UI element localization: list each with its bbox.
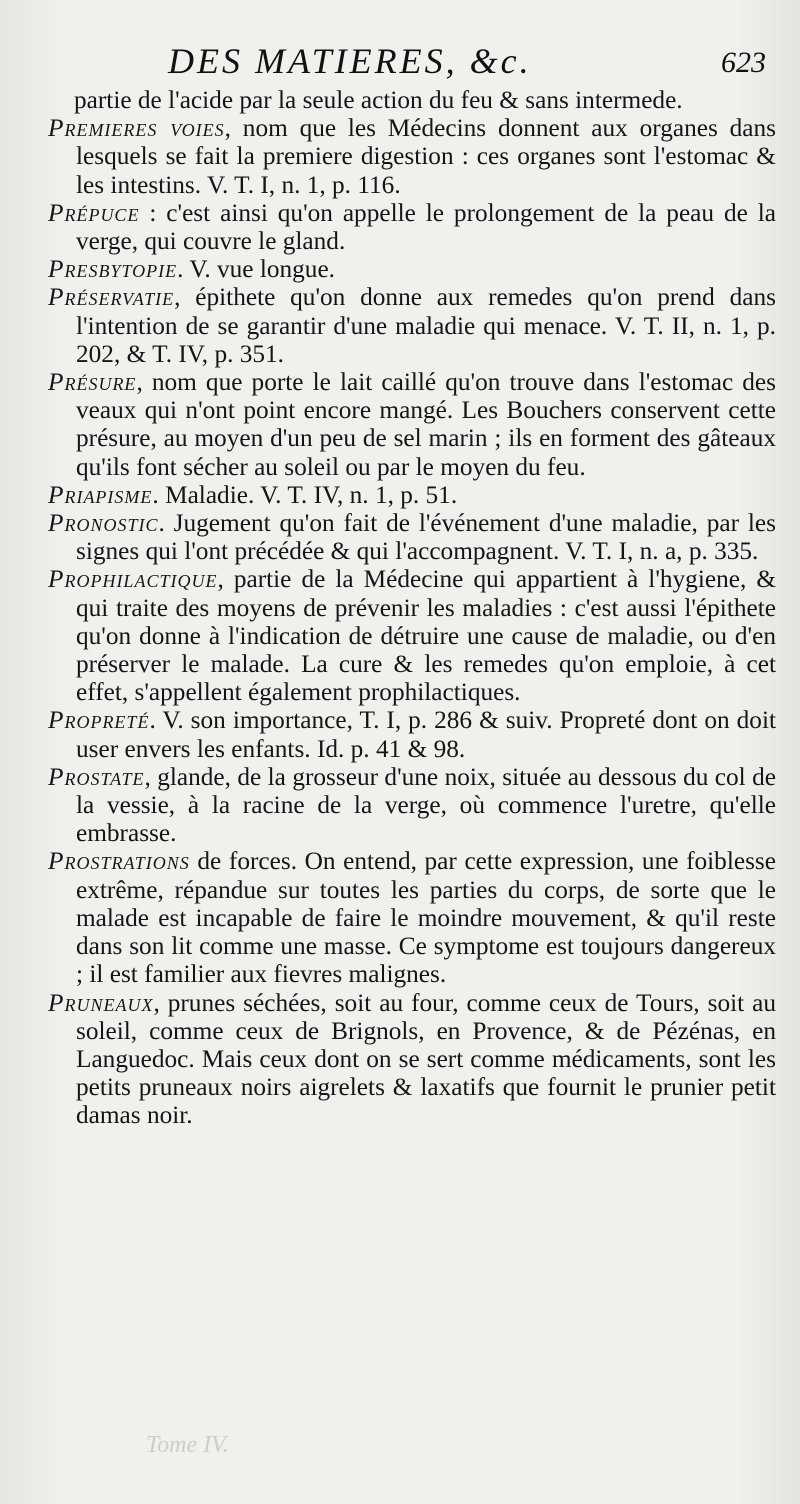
index-entry: Pruneaux, prunes séchées, soit au four, comme ceux de Tours, soit au soleil, comme ceux de Brignols, en Provence, & de Pézénas, en Languedoc. Mais ceux dont on se sert comme médicaments, sont les petits pruneaux noirs aigrelets & laxatifs que fournit le prunier petit damas noir. (48, 988, 776, 1130)
entry-headword: Presbytopie (48, 255, 178, 284)
entry-headword: Prostate (48, 762, 145, 791)
index-entry: Prépuce : c'est ainsi qu'on appelle le prolongement de la peau de la verge, qui couvre le gland. (48, 198, 776, 256)
entry-headword: Pronostic (48, 509, 159, 538)
running-title: DES MATIERES, &c. (168, 41, 532, 81)
index-entry: Prostrations de forces. On entend, par cette expression, une foiblesse extrême, répandue sur toutes les parties du corps, de sorte que le malade est incapable de faire le moindre mouvement, & qu'il reste dans son lit comme une masse. Ce symptome est toujours dangereux ; il est familier aux fievres malignes. (48, 847, 776, 989)
catchword: Tome IV. (146, 1432, 229, 1458)
index-entry: Pronostic. Jugement qu'on fait de l'événement d'une maladie, par les signes qui l'ont précédée & qui l'accompagnent. V. T. I, n. a, p. 335. (48, 509, 776, 566)
entry-headword: Présure (48, 368, 137, 397)
index-entry: Priapisme. Maladie. V. T. IV, n. 1, p. 51. (48, 480, 458, 509)
index-entry: Préservatie, épithete qu'on donne aux remedes qu'on prend dans l'intention de se garantir d'une maladie qui menace. V. T. II, n. 1, p. 202, & T. IV, p. 351. (48, 283, 776, 368)
index-entry: Propreté. V. son importance, T. I, p. 286 & suiv. Propreté dont on doit user envers les enfants. Id. p. 41 & 98. (48, 706, 776, 763)
index-entry: Prostate, glande, de la grosseur d'une noix, située au dessous du col de la vessie, à la racine de la verge, où commence l'uretre, qu'elle embrasse. (48, 762, 776, 848)
index-entry: Prophilactique, partie de la Médecine qui appartient à l'hygiene, & qui traite des moyens de prévenir les maladies : c'est aussi l'épithete qu'on donne à l'indication de détruire une cause de maladie, ou d'en préserver le malade. La cure & les remedes qu'on emploie, à cet effet, s'appellent également prophilactiques. (48, 565, 776, 707)
entry-headword: Prépuce (48, 198, 140, 227)
running-header (160, 40, 772, 90)
entry-headword: Prostrations (48, 847, 190, 876)
index-entry: partie de l'acide par la seule action du feu & sans intermede. (74, 86, 683, 114)
entry-headword: Premieres voies (48, 114, 225, 143)
page-number: 623 (721, 46, 766, 79)
index-entry: Présure, nom que porte le lait caillé qu'on trouve dans l'estomac des veaux qui n'ont point encore mangé. Les Bouchers conservent cette présure, au moyen d'un peu de sel marin ; ils en forment des gâteaux qu'ils font sécher au soleil ou par le moyen du feu. (48, 368, 776, 481)
entry-headword: Prophilactique (48, 565, 218, 594)
entry-headword: Pruneaux (48, 988, 154, 1017)
index-entry: Premieres voies, nom que les Médecins donnent aux organes dans lesquels se fait la premiere digestion : ces organes sont l'estomac & les intestins. V. T. I, n. 1, p. 116. (48, 114, 776, 199)
entry-headword: Propreté (48, 706, 150, 735)
index-entry: Presbytopie. V. vue longue. (48, 255, 335, 284)
entry-headword: Priapisme (48, 480, 153, 509)
index-column (48, 86, 776, 1130)
entry-headword: Préservatie (48, 283, 175, 312)
